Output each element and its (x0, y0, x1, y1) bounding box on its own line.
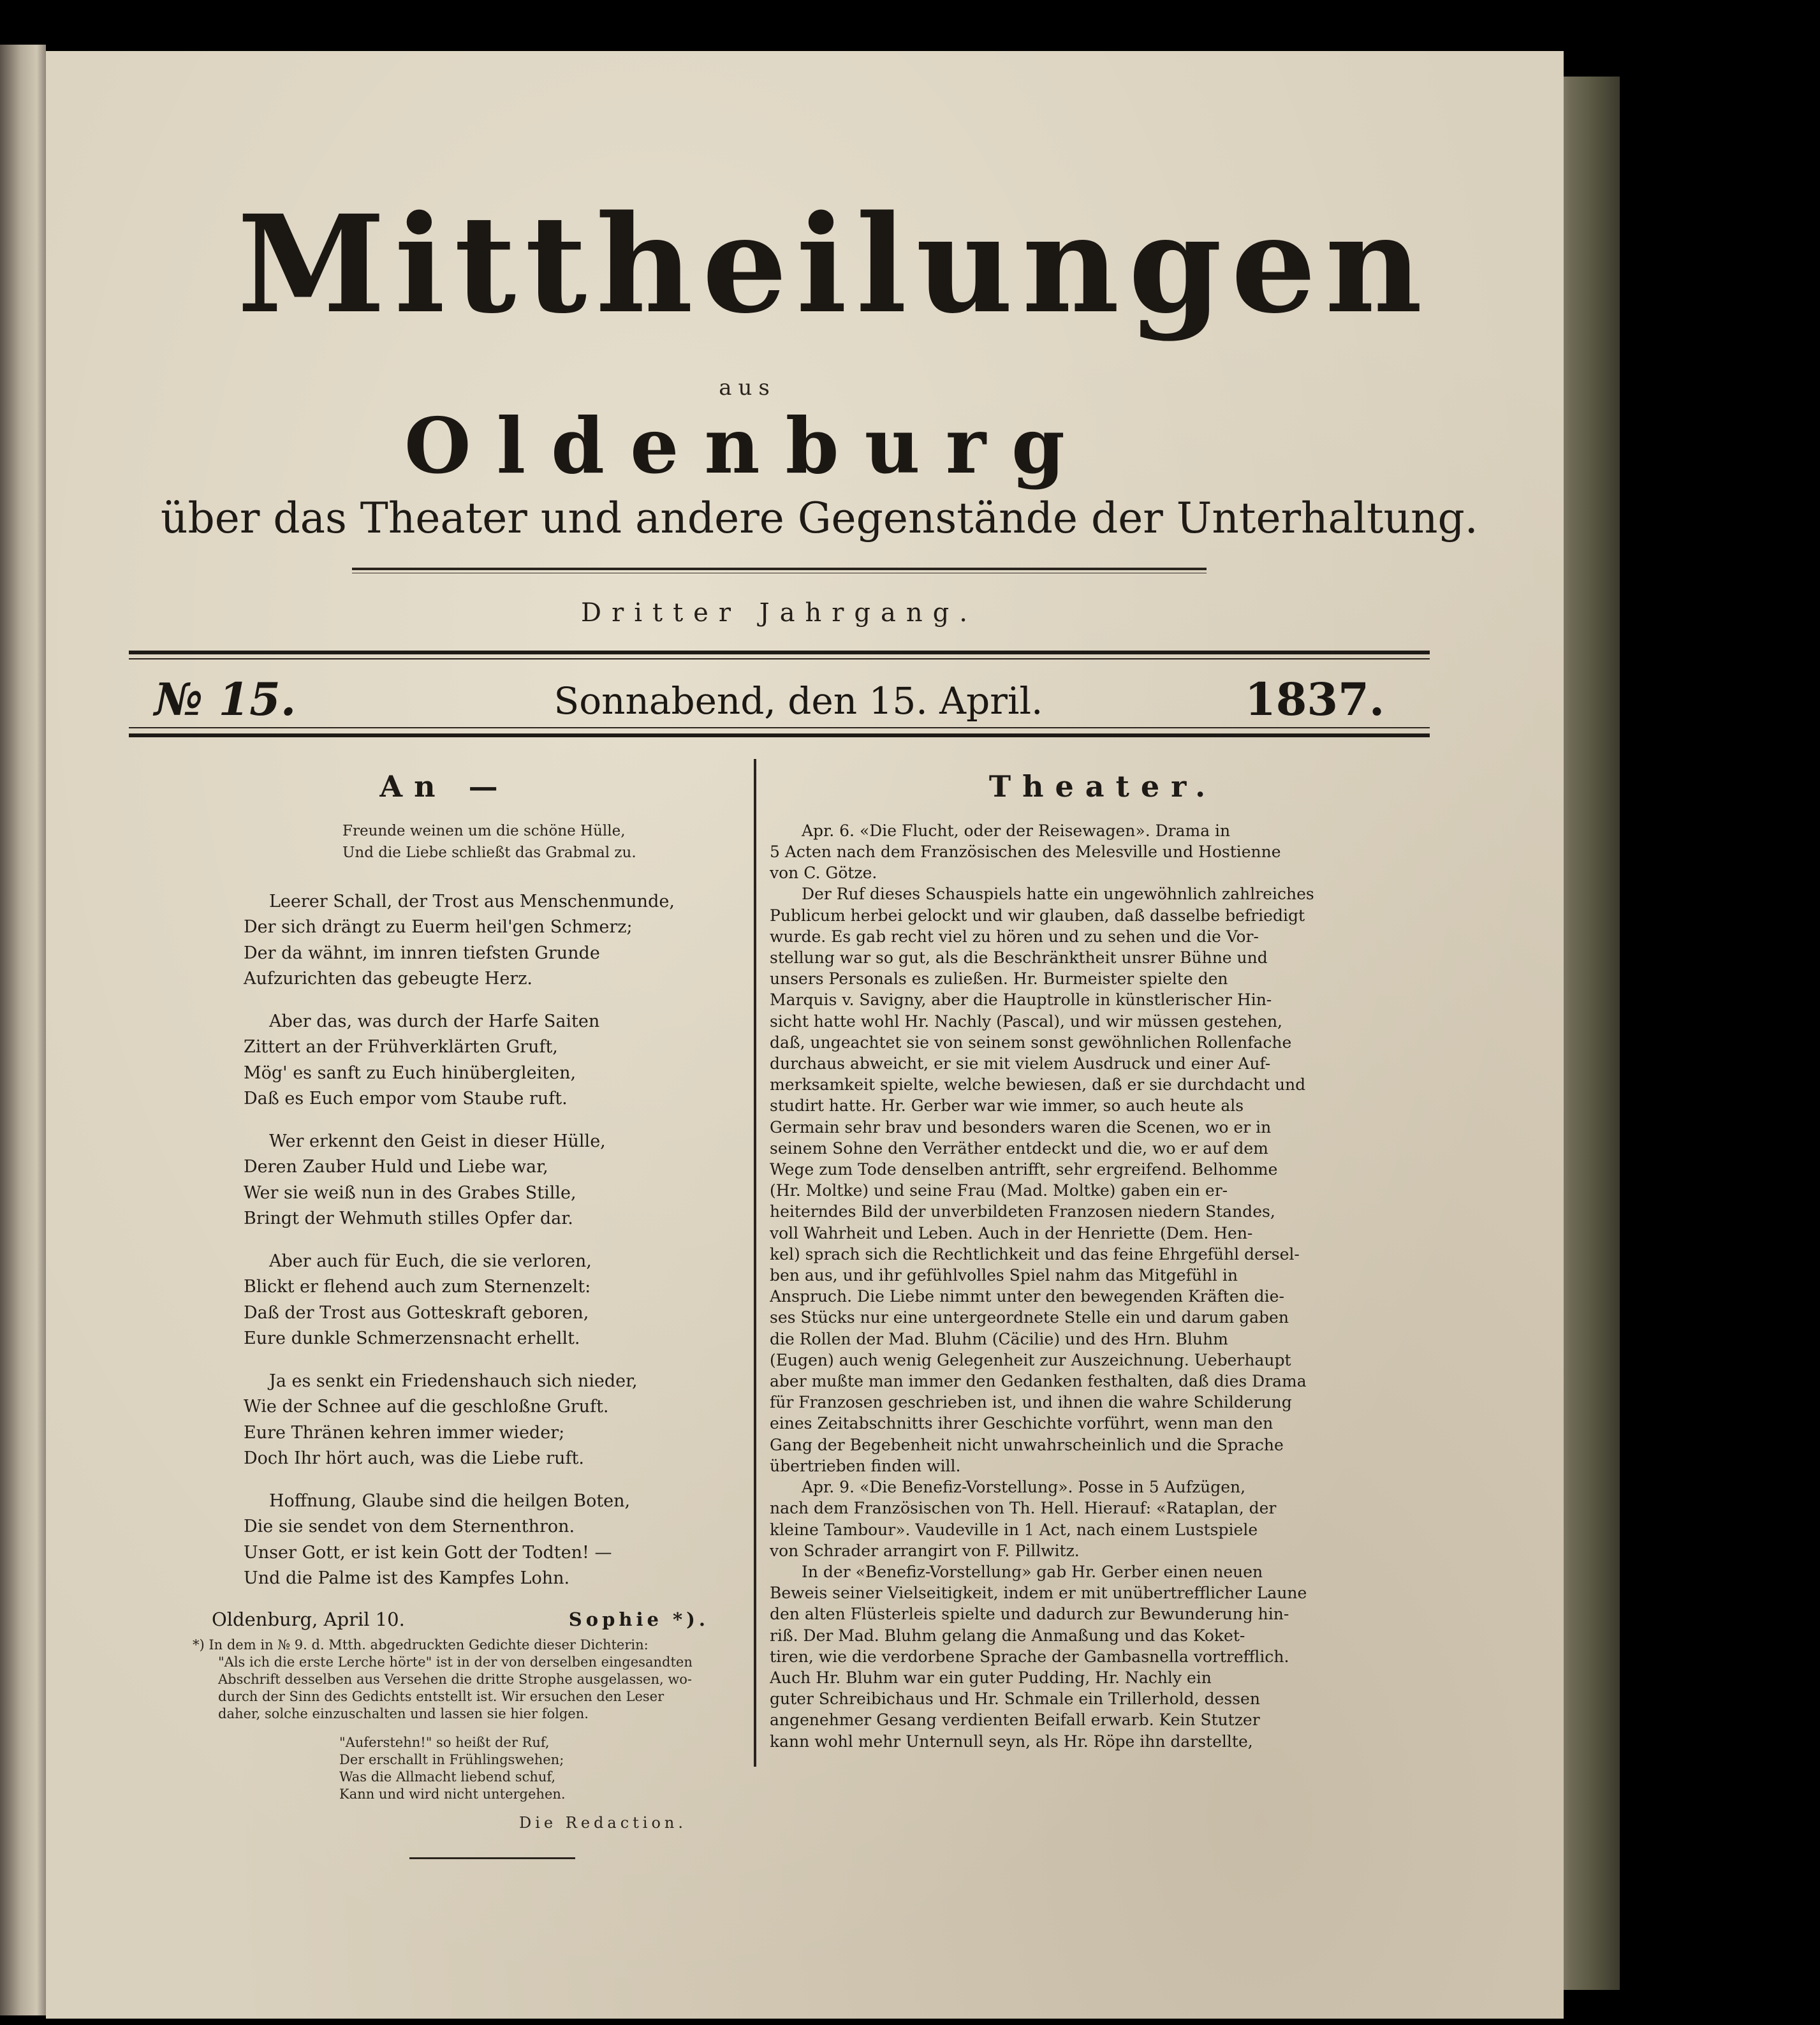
issue-rule-top (129, 651, 1430, 654)
review-line: den alten Flüsterleis spielte und dadurch zur Bewunderung hin- (770, 1605, 1289, 1624)
review-line: stellung war so gut, als die Beschränktheit unsrer Bühne und (770, 948, 1268, 968)
poem-column (158, 759, 731, 1859)
review-line: kel) sprach sich die Rechtlichkeit und das feine Ehrgefühl dersel- (770, 1244, 1300, 1263)
verse-line: Die sie sendet von dem Sternenthron. (244, 1517, 575, 1537)
verse-line: Der sich drängt zu Euerm heil'gen Schmerz; (244, 917, 633, 938)
poem-stanza (244, 889, 731, 992)
review-line: unsers Personals es zuließen. Hr. Burmeister spielte den (770, 969, 1228, 989)
verse-line: Eure dunkle Schmerzensnacht erhellt. (244, 1329, 580, 1349)
review-line: heiterndes Bild der unverbildeten Franzosen niedern Standes, (770, 1202, 1275, 1221)
verse-line: Wie der Schnee auf die geschloßne Gruft. (244, 1397, 609, 1417)
review-line: merksamkeit spielte, welche bewiesen, daß er sie durchdacht und (770, 1075, 1306, 1094)
footnote-verse-line: Der erschallt in Frühlingswehen; (339, 1751, 564, 1767)
poem-stanza (244, 1369, 731, 1472)
review-line: übertrieben finden will. (770, 1456, 961, 1475)
review-line: kleine Tambour». Vaudeville in 1 Act, nach einem Lustspiele (770, 1520, 1258, 1539)
review-line: angenehmer Gesang verdienten Beifall erwarb. Kein Stutzer (770, 1711, 1260, 1730)
review-line: Apr. 6. «Die Flucht, oder der Reisewagen». Drama in (802, 821, 1231, 840)
review-line: aber mußte man immer den Gedanken festhalten, daß dies Drama (770, 1372, 1307, 1391)
review-line: Anspruch. Die Liebe nimmt unter den bewegenden Kräften die- (770, 1287, 1284, 1306)
verse-line: Zittert an der Frühverklärten Gruft, (244, 1037, 558, 1057)
poem-stanza (244, 1129, 731, 1232)
review-line: ses Stücks nur eine untergeordnete Stelle ein und darum gaben (770, 1308, 1289, 1327)
verse-line: Blickt er flehend auch zum Sternenzelt: (244, 1277, 591, 1297)
review-line: 5 Acten nach dem Französischen des Melesville und Hostienne (770, 843, 1281, 861)
footnote (193, 1637, 731, 1832)
verse-line: Eure Thränen kehren immer wieder; (244, 1422, 565, 1443)
verse-line: Der da wähnt, im innren tiefsten Grunde (244, 943, 600, 963)
poem-stanza (244, 1249, 731, 1352)
issue-number: № 15. (154, 673, 297, 726)
verse-line: Wer sie weiß nun in des Grabes Stille, (244, 1182, 576, 1203)
review-line: Germain sehr brav und besonders waren die Scenen, wo er in (770, 1117, 1272, 1137)
issue-year: 1837. (1245, 673, 1385, 726)
footnote-line: Abschrift desselben aus Versehen die dritte Strophe ausgelassen, wo- (218, 1671, 693, 1687)
footnote-verse-line: "Auferstehn!" so heißt der Ruf, (339, 1734, 550, 1750)
review-line: seinem Sohne den Verräther entdeckt und die, wo er auf dem (770, 1138, 1268, 1158)
footnote-line: daher, solche einzuschalten und lassen sie hier folgen. (218, 1705, 589, 1721)
review-line: riß. Der Mad. Bluhm gelang die Anmaßung und das Koket- (770, 1626, 1245, 1645)
review-line: ben aus, und ihr gefühlvolles Spiel nahm das Mitgefühl in (770, 1266, 1238, 1285)
review-line: (Eugen) auch wenig Gelegenheit zur Auszeichnung. Ueberhaupt (770, 1350, 1291, 1369)
poem-stanza (244, 1489, 731, 1592)
footnote-verse-line: Was die Allmacht liebend schuf, (339, 1769, 556, 1785)
review-line: tiren, wie die verdorbene Sprache der Gambasnella vortrefflich. (770, 1647, 1289, 1666)
poem-heading: An — (379, 769, 510, 804)
issue-date: Sonnabend, den 15. April. (554, 679, 1043, 723)
theater-review-text (770, 820, 1436, 1752)
review-line: In der «Benefiz-Vorstellung» gab Hr. Gerber einen neuen (802, 1562, 1263, 1581)
review-line: guter Schreibichaus und Hr. Schmale ein Trillerhold, dessen (770, 1690, 1260, 1709)
theater-heading: Theater. (988, 769, 1217, 804)
verse-line: Aufzurichten das gebeugte Herz. (244, 969, 533, 989)
review-line: (Hr. Moltke) und seine Frau (Mad. Moltke) gaben ein er- (770, 1181, 1228, 1200)
verse-line: Aber auch für Euch, die sie verloren, (269, 1251, 592, 1271)
review-line: voll Wahrheit und Leben. Auch in der Henriette (Dem. Hen- (770, 1223, 1253, 1242)
verse-line: Aber das, was durch der Harfe Saiten (269, 1011, 600, 1031)
verse-line: Leerer Schall, der Trost aus Menschenmunde, (269, 891, 675, 911)
column-divider (754, 759, 756, 1767)
newspaper-page (46, 51, 1564, 2019)
review-line: daß, ungeachtet sie von seinem sonst gewöhnlichen Rollenfache (770, 1033, 1292, 1052)
motto-line: Und die Liebe schließt das Grabmal zu. (342, 844, 636, 861)
review-line: die Rollen der Mad. Bluhm (Cäcilie) und des Hrn. Bluhm (770, 1329, 1228, 1348)
masthead-place: Oldenburg (404, 401, 1090, 491)
edition-line: Dritter Jahrgang. (581, 598, 978, 628)
review-line: nach dem Französischen von Th. Hell. Hierauf: «Rataplan, der (770, 1499, 1277, 1518)
motto-line: Freunde weinen um die schöne Hülle, (342, 822, 626, 839)
poem-author: Sophie *). (568, 1608, 709, 1630)
footnote-verse (339, 1734, 731, 1803)
review-line: eines Zeitabschnitts ihrer Geschichte vorführt, wenn man den (770, 1414, 1273, 1433)
poem-signature (212, 1609, 709, 1630)
review-line: Gang der Begebenheit nicht unwahrscheinlich und die Sprache (770, 1435, 1284, 1454)
editorial-signature: Die Redaction. (519, 1813, 687, 1832)
verse-line: Unser Gott, er ist kein Gott der Todten! — (244, 1542, 612, 1563)
review-line: von C. Götze. (770, 864, 877, 883)
masthead-rule (352, 568, 1207, 570)
masthead-title: Mittheilungen (237, 186, 1432, 343)
review-line: Wege zum Tode denselben antrifft, sehr ergreifend. Belhomme (770, 1160, 1278, 1179)
verse-line: Bringt der Wehmuth stilles Opfer dar. (244, 1209, 573, 1229)
verse-line: Und die Palme ist des Kampfes Lohn. (244, 1568, 570, 1589)
theater-column (770, 759, 1436, 1752)
column-end-rule (409, 1857, 575, 1859)
verse-line: Daß es Euch empor vom Staube ruft. (244, 1089, 568, 1109)
footnote-line: durch der Sinn des Gedichts entstellt ist. Wir ersuchen den Leser (218, 1688, 664, 1704)
poem-place-date: Oldenburg, April 10. (212, 1608, 405, 1630)
masthead-aus: aus (719, 375, 776, 401)
review-line: Marquis v. Savigny, aber die Hauptrolle in künstlerischer Hin- (770, 990, 1272, 1010)
verse-line: Wer erkennt den Geist in dieser Hülle, (269, 1131, 606, 1151)
review-line: studirt hatte. Hr. Gerber war wie immer, so auch heute als (770, 1096, 1244, 1116)
review-line: Beweis seiner Vielseitigkeit, indem er mit unübertrefflicher Laune (770, 1584, 1307, 1603)
verse-line: Hoffnung, Glaube sind die heilgen Boten, (269, 1491, 631, 1511)
poem-stanza (244, 1009, 731, 1112)
left-page-edge (0, 45, 46, 2015)
footnote-line: *) In dem in № 9. d. Mtth. abgedruckten Gedichte dieser Dichterin: (193, 1637, 649, 1653)
footnote-verse-line: Kann und wird nicht untergehen. (339, 1786, 566, 1802)
verse-line: Ja es senkt ein Friedenshauch sich nieder, (269, 1371, 638, 1391)
verse-line: Daß der Trost aus Gotteskraft geboren, (244, 1302, 589, 1323)
poem-motto (342, 820, 731, 864)
issue-rule-bottom (129, 733, 1430, 737)
review-line: Publicum herbei gelockt und wir glauben, daß dasselbe befriedigt (770, 906, 1305, 925)
review-line: Auch Hr. Bluhm war ein guter Pudding, Hr. Nachly ein (770, 1668, 1212, 1687)
review-line: wurde. Es gab recht viel zu hören und zu sehen und die Vor- (770, 927, 1259, 946)
verse-line: Deren Zauber Huld und Liebe war, (244, 1157, 548, 1177)
review-line: von Schrader arrangirt von F. Pillwitz. (770, 1541, 1080, 1560)
masthead-subtitle: über das Theater und andere Gegenstände der Unterhaltung. (161, 494, 1478, 543)
review-line: sicht hatte wohl Hr. Nachly (Pascal), und wir müssen gestehen, (770, 1012, 1283, 1031)
review-line: kann wohl mehr Unternull seyn, als Hr. Röpe ihn darstellte, (770, 1732, 1253, 1751)
review-line: für Franzosen geschrieben ist, und ihnen die wahre Schilderung (770, 1393, 1292, 1412)
review-line: durchaus abweicht, er sie mit vielem Ausdruck und einer Auf- (770, 1054, 1271, 1073)
review-line: Apr. 9. «Die Benefiz-Vorstellung». Posse in 5 Aufzügen, (802, 1478, 1246, 1497)
verse-line: Mög' es sanft zu Euch hinübergleiten, (244, 1063, 576, 1083)
footnote-line: "Als ich die erste Lerche hörte" ist in der von derselben eingesandten (218, 1654, 693, 1670)
verse-line: Doch Ihr hört auch, was die Liebe ruft. (244, 1448, 584, 1469)
review-line: Der Ruf dieses Schauspiels hatte ein ungewöhnlich zahlreiches (802, 885, 1314, 904)
